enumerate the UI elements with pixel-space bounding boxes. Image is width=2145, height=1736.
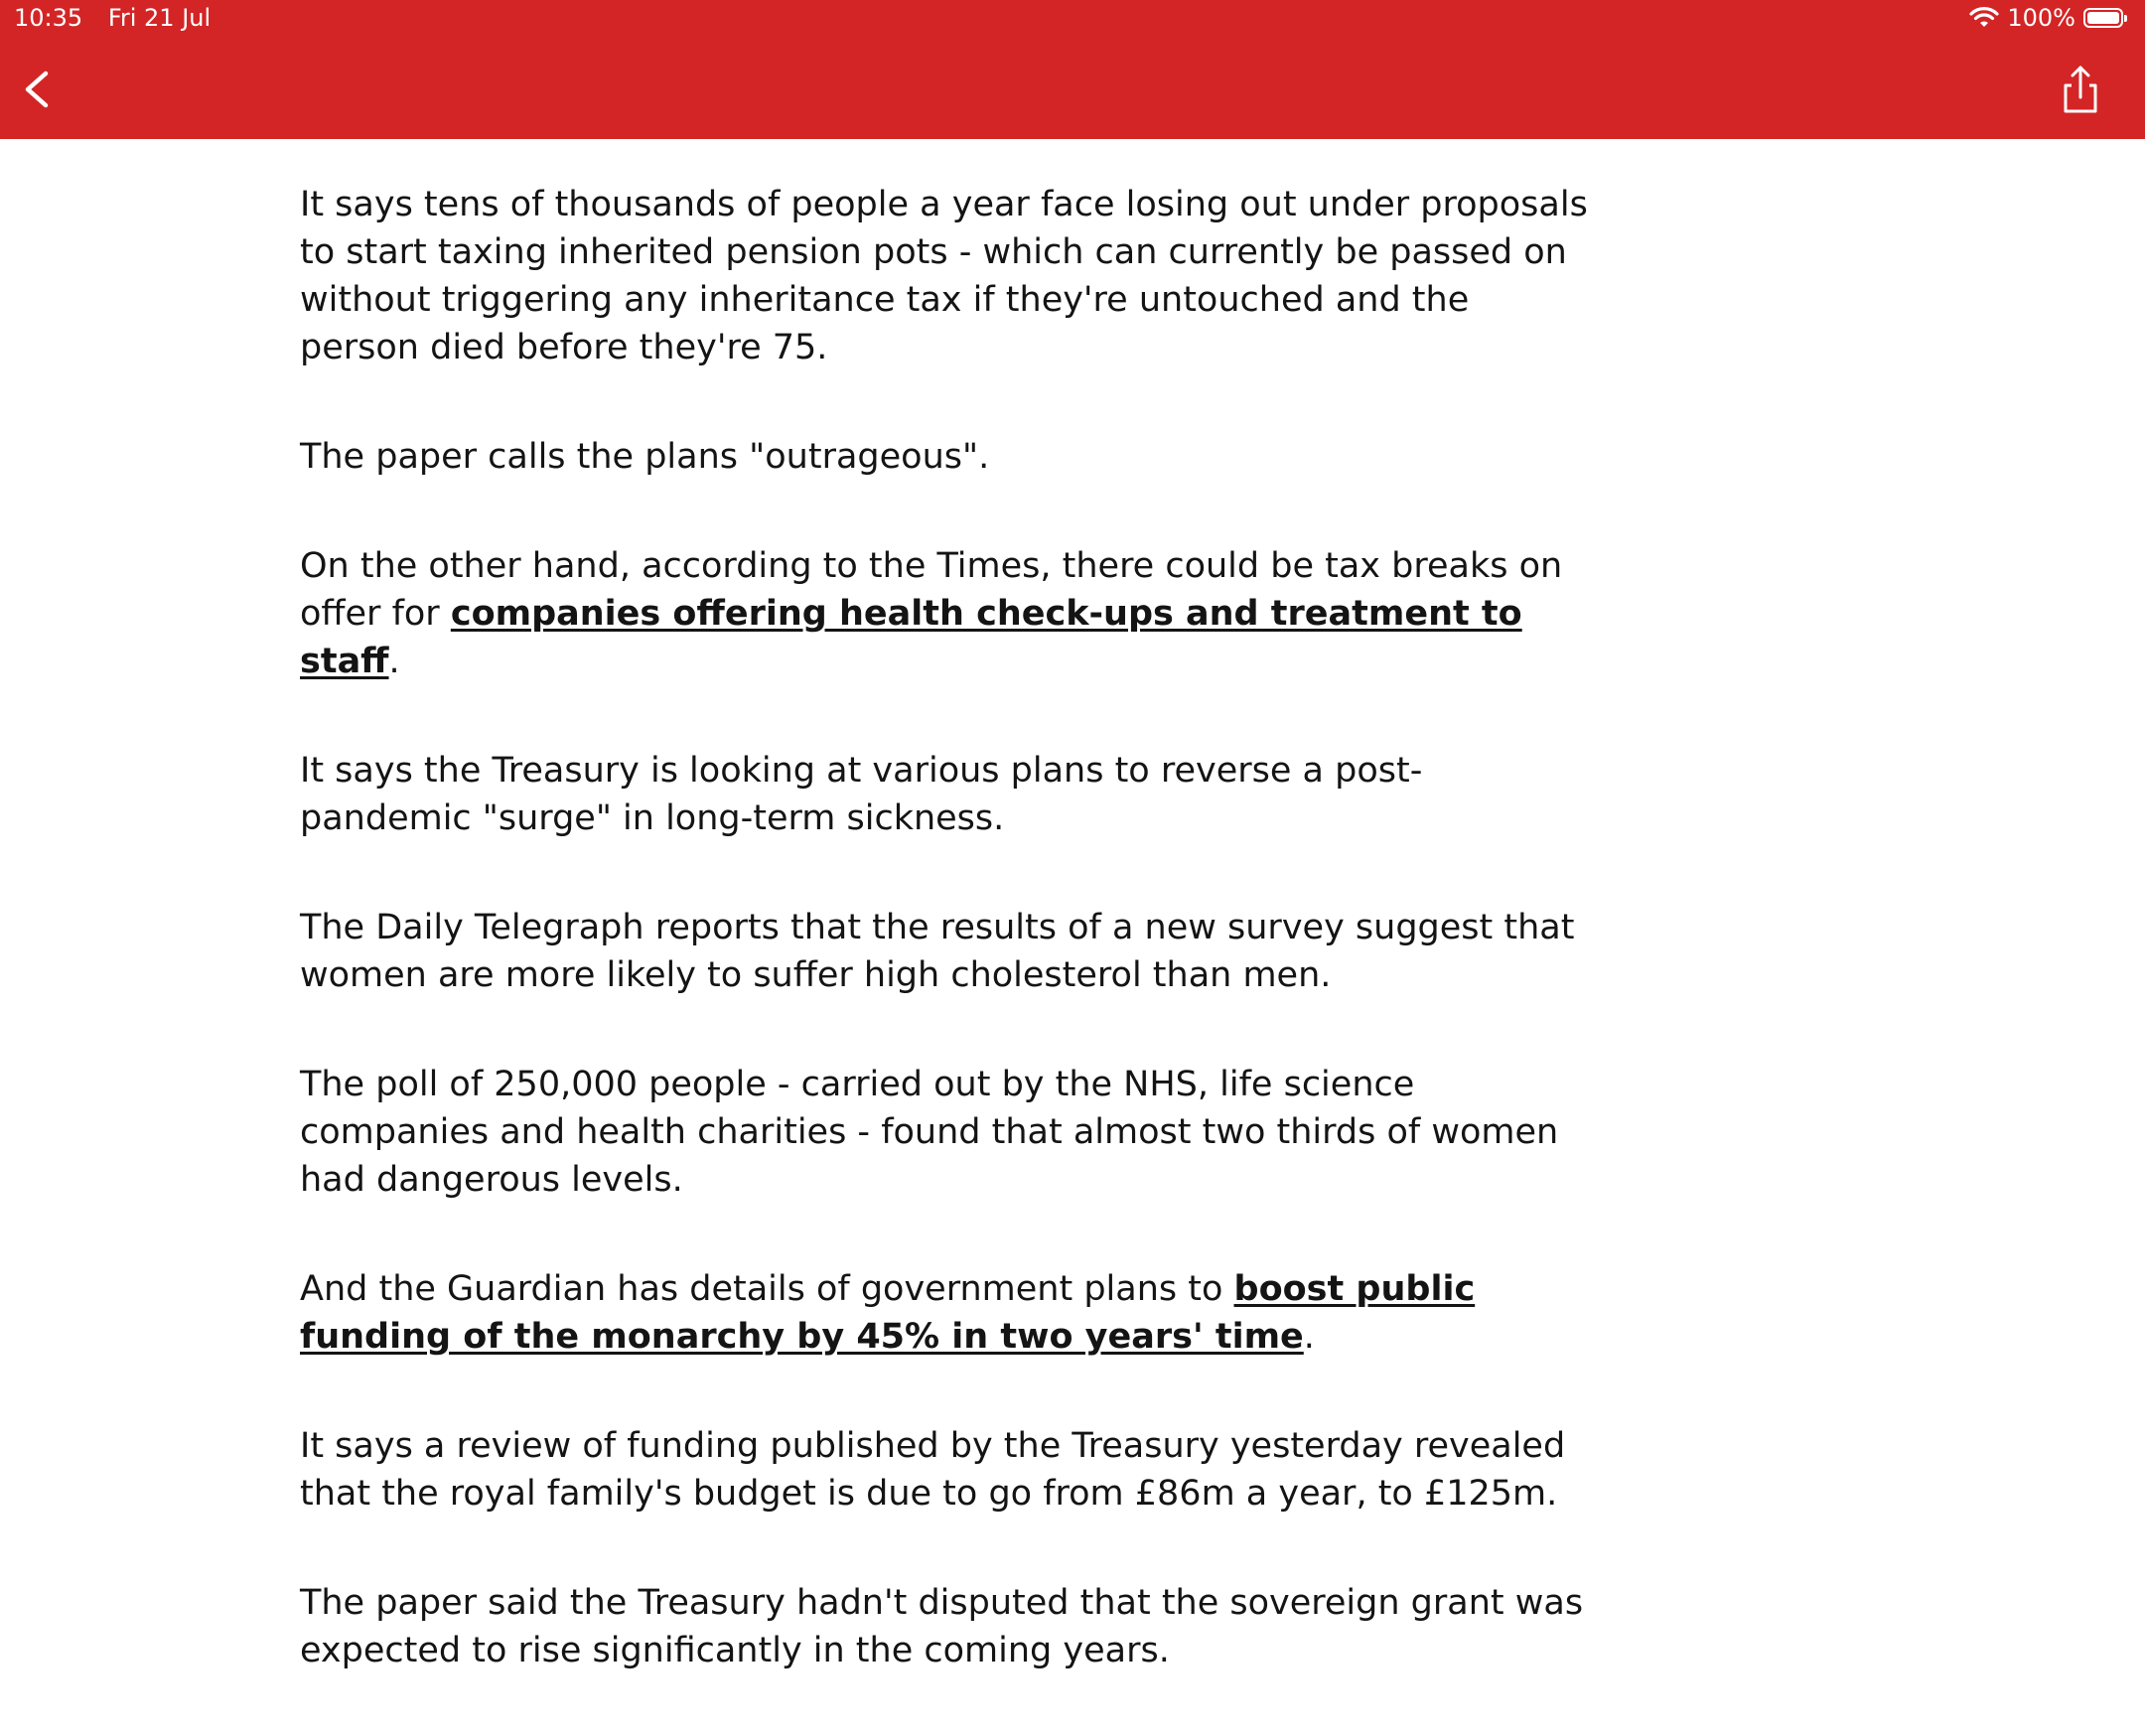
app-header: [0, 0, 2145, 139]
link-health-checkups[interactable]: companies offering health check-ups and treatment to staff: [300, 594, 1522, 681]
paragraph-pension-tax: It says tens of thousands of people a year face losing out under proposals to start taxing inherited pension pots - which can currently be passed on without triggering any inheritance tax if they're untouched and the person died before they're 75.: [300, 185, 1588, 367]
paragraph-poll: The poll of 250,000 people - carried out by the NHS, life science companies and health charities - found that almost two thirds of women had dangerous levels.: [300, 1065, 1559, 1200]
paragraph-tax-breaks: [300, 542, 1591, 685]
paragraph-outrageous: The paper calls the plans "outrageous".: [300, 437, 990, 477]
back-button[interactable]: [16, 62, 60, 117]
paragraph-royal-budget: It says a review of funding published by the Treasury yesterday revealed that the royal family's budget is due to go from £86m a year, to £125m.: [300, 1426, 1566, 1514]
paragraph-telegraph-survey: The Daily Telegraph reports that the results of a new survey suggest that women are more likely to suffer high cholesterol than men.: [300, 908, 1575, 995]
status-time: 10:35: [14, 4, 83, 32]
paragraph-guardian: [300, 1265, 1591, 1361]
article-body: [300, 181, 1591, 1736]
battery-percent: 100%: [2007, 4, 2075, 32]
paragraph-sovereign-grant: The paper said the Treasury hadn't disputed that the sovereign grant was expected to rise significantly in the coming years.: [300, 1583, 1584, 1670]
paragraph-text: .: [388, 642, 400, 681]
paragraph-text: .: [1303, 1317, 1315, 1357]
battery-icon: [2083, 8, 2123, 28]
share-button[interactable]: [2056, 62, 2105, 117]
paragraph-text: And the Guardian has details of government plans to: [300, 1269, 1234, 1309]
paragraph-text: On the other hand, according to the Times, there could be tax breaks on offer for: [300, 546, 1563, 634]
link-monarchy-funding[interactable]: boost public funding of the monarchy by 45% in two years' time: [300, 1269, 1476, 1357]
status-bar-right: [1969, 4, 2123, 32]
status-date: Fri 21 Jul: [107, 4, 212, 32]
status-bar-left: [14, 4, 228, 32]
chevron-left-icon: [16, 62, 60, 117]
battery-fill: [2087, 12, 2119, 24]
paragraph-treasury-plans: It says the Treasury is looking at various plans to reverse a post-pandemic "surge" in long-term sickness.: [300, 751, 1423, 838]
wifi-icon: [1969, 7, 1999, 29]
share-icon: [2056, 62, 2105, 117]
